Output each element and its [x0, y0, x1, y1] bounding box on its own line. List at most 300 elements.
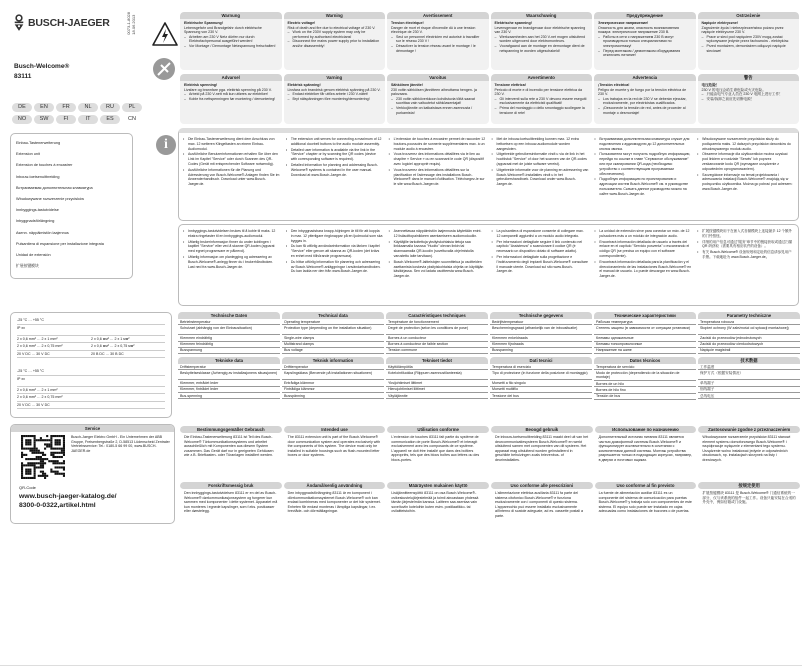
- tech-table-header: Technical data: [282, 312, 384, 319]
- tech-value: -25 °C … +55 °C: [17, 369, 44, 373]
- warning-body: [387, 81, 489, 117]
- info-column: [183, 229, 280, 301]
- warning-text: Risk of death and fire due to electrical voltage of 230 V.: [287, 25, 376, 30]
- warning-item: – ¡Desconecte la tensión de red, antes de proceder al montaje o desmontaje!: [603, 106, 692, 115]
- tech-value: [91, 387, 165, 394]
- catalog-link[interactable]: [19, 493, 117, 510]
- tech-table-cell: Kapslingsklass (Beroende på installationen situationen): [282, 370, 384, 380]
- technical-values-box: [10, 312, 172, 418]
- tech-table-cell: 单线端子: [698, 380, 800, 386]
- info-column: [594, 229, 691, 301]
- tech-value: 20 V DC … 30 V DC: [17, 402, 50, 407]
- warning-body: [491, 81, 593, 117]
- warning-item: – Voorafgaand aan de montage en demontage dient de netspanning te worden uitgeschakeld!: [500, 44, 589, 53]
- warning-text: 230 V 的电压会给生命危险或火灾危险。: [701, 87, 766, 92]
- info-item: • Met de inbouw-toetsuitbreiding kunnen max. 12 extra beltoetsen op een inbouw-audiomodule worden aangesloten.: [497, 137, 589, 151]
- warning-item: – Endast elektriker får utföra arbete i 230 V-nätet!: [293, 92, 382, 97]
- brand-logo: [14, 12, 110, 34]
- tech-value: [91, 402, 165, 409]
- warning-title: Napięcie elektryczne!: [701, 21, 739, 25]
- technical-data-tables-1: [178, 312, 800, 354]
- tech-value: [91, 325, 165, 335]
- intended-use-header: Forskriftsmessig bruk: [180, 482, 282, 489]
- warning-list: [288, 30, 382, 48]
- tech-table-cell: Bedrijfstemperatuur: [490, 319, 592, 325]
- warning-card: [387, 74, 489, 124]
- tech-table-cell: Entrådiga klämmor: [282, 380, 384, 386]
- intended-use-header: Utilisation conforme: [387, 426, 489, 433]
- warning-header: Warning: [284, 12, 386, 19]
- product-name-translation: Inbouw-toetsenuitbreiding: [16, 174, 60, 179]
- tech-table-cell: Temperatura di esercizio: [490, 364, 592, 370]
- warning-body: [284, 19, 386, 51]
- tech-value: 20 В DC … 30 В DC: [91, 351, 124, 356]
- warning-item: – Przed montażem, demontażem odłączyć napięcie sieciowe!: [707, 44, 796, 53]
- warning-item: – Работы в сети с напряжением 230 В могут производиться только специалистами по электромонтажу!: [603, 35, 692, 49]
- catalog-url-line-1[interactable]: www.busch-jaeger-katalog.de/: [19, 493, 117, 500]
- language-tab-no[interactable]: NO: [12, 115, 32, 124]
- tech-table-cell: 保护方式（根据安装情况）: [698, 370, 800, 380]
- warning-header: Waarschuwing: [491, 12, 593, 19]
- product-title: [14, 62, 69, 82]
- tech-table: [178, 357, 280, 400]
- warning-card: [284, 12, 386, 70]
- tech-value: [91, 317, 165, 324]
- info-item: • L'extension de touches à encastrer permet de raccorder 12 boutons-poussoirs de sonnerie supplémentaires max. à un module audio à encastrer.: [394, 137, 486, 151]
- info-item: • Utførlig brukerinformasjon finner du under koblingen i kapitlet "Service" eller ved å skanne QR-koden (apparat med egnet programvare er påkrevd).: [188, 240, 280, 254]
- warning-header: Advarsel: [180, 74, 282, 81]
- warning-card: [698, 12, 800, 70]
- info-item: • 有关 Busch-Welcome® 设备规划和定址的信息请参见用户手册。下载地址为 www.Busch-Jaeger.de。: [702, 250, 794, 260]
- warning-header: Предупреждение: [594, 12, 696, 19]
- info-item: • Uitgebreide informatie voor de planning en adressering van Busch-Welcome®-installaties vindt u in het gebruikershandboek. Download onder www.Busch-Jaeger.de.: [497, 168, 589, 187]
- product-name-translation: Inbyggnadsförlängning: [16, 219, 55, 224]
- tech-table-cell: 工作温度: [698, 364, 800, 370]
- warning-item: – Désactiver la tension réseau avant le montage / le démontage !: [396, 44, 485, 53]
- product-article: 83111: [14, 73, 32, 80]
- tech-table-cell: Zaciski do przewodów cienkodrutowych: [698, 342, 800, 348]
- tech-table-cell: Betriebstemperatur: [178, 319, 280, 325]
- tech-value: 2 x 0,6 мм² … 2 x 0,75 мм²: [91, 344, 135, 348]
- warning-item: – Seul un personnel électricien est autorisé à travailler sur le réseau 230 V !: [396, 35, 485, 44]
- tech-value: 2 x 0,6 mm² … 2 x 0,75 mm²: [17, 395, 63, 399]
- product-name-translation: Pulsantiera di espansione per installazione integrata: [16, 241, 104, 246]
- intended-use-card: [595, 426, 697, 476]
- tech-table-cell: Yksijohtimiset liittimet: [386, 380, 488, 386]
- tech-table-cell: Клеммы одножильные: [594, 335, 696, 341]
- tech-table: [178, 312, 280, 354]
- warning-title: Elektrisk spänning!: [287, 83, 321, 87]
- language-tab-ru[interactable]: RU: [100, 103, 120, 112]
- tech-table-cell: Temperatura robocza: [698, 319, 800, 325]
- tech-value: IP xx: [17, 325, 25, 330]
- info-item: • Пользователи могут получить подробную информацию, перейдя по ссылке в главе "Сервисное обслуживание" или при сканировании QR-кода (необходимо устройство с соответствующим программным обеспечением).: [599, 152, 691, 176]
- brand-name: BUSCH-JAEGER: [28, 17, 110, 29]
- info-item: • 详细的用户信息可通过"服务"章节中的链接获取或通过扫描 QR 码获取（需要具有相应软件的设备）。: [702, 240, 794, 250]
- product-name-translation: Extension de touches à encastrer: [16, 163, 73, 168]
- info-item: • Detailed user information is available via the link in the "Service" chapter or by scanning the QR codes (device with corresponding software is required).: [291, 148, 383, 162]
- tech-value-row: [17, 394, 165, 402]
- warning-body: [387, 19, 489, 55]
- info-item: • Wbudowywane rozszerzenie przycisków służy do podłączenia maks. 12 dalszych przycisków dzwonków do wbudowywanego modułu audio.: [702, 137, 794, 151]
- intended-use-card: [491, 426, 593, 476]
- intended-use-header: 按规定使用: [698, 482, 800, 489]
- warning-header: Advertencia: [594, 74, 696, 81]
- info-item: • Ausführliche Informationen für die Planung und Adressierung von Busch-Welcome®-Anlagen finden Sie im Anwenderhandbuch. Download unter www.Busch-Jaeger.de.: [188, 168, 280, 187]
- info-item: • Den inbyggnadsbara knapp-höjningen är till för att koppla in max. 12 ytterligare ringknappar på en ljudmodul som ska byggas in.: [291, 229, 383, 243]
- warning-text: Zagrożenie życia i niebezpieczeństwo pożaru przez napięcie elektryczne 230 V.: [701, 25, 784, 35]
- intended-use-header: Uso conforme al fin previsto: [595, 482, 697, 489]
- warning-card: [387, 12, 489, 70]
- tech-table-cell: Modo de protección (dependiendo de la situación de montaje): [594, 370, 696, 381]
- warning-title: Elektrische spanning!: [494, 21, 532, 25]
- warning-item: – Koble fra nettspenningen før montering / demontering!: [189, 97, 278, 102]
- tech-table-cell: Bus voltage: [282, 348, 384, 354]
- info-column: [286, 229, 383, 301]
- tech-table-cell: Bus-spenning: [178, 393, 280, 399]
- warning-item: – Перед монтажом / демонтажом оборудования отключить питание!: [603, 49, 692, 58]
- tech-table: [698, 312, 800, 354]
- tech-table-cell: Multistrand clamps: [282, 342, 384, 348]
- info-item: • Detailed information for planning and addressing Busch-Welcome® systems is contained in the user manual. Download at www.Busch-Jaeger.de.: [291, 163, 383, 177]
- tech-table-cell: Driftstemperatur: [178, 364, 280, 370]
- info-item: • Utførlig informasjon om planlegging og adressering av Busch-Welcome®-anlegg finner du i brukerhåndboken. Last ned fra www.Busch-Jaeger.de.: [188, 255, 280, 269]
- intended-use-header: Zastosowanie zgodne z przeznaczeniem: [698, 426, 800, 433]
- service-box: [10, 424, 175, 524]
- warning-card: [180, 74, 282, 124]
- tech-table-cell: Bornes de hilo fino: [594, 387, 696, 393]
- warning-body: [180, 81, 282, 103]
- intended-use-card: [284, 426, 386, 476]
- info-column: [286, 137, 383, 216]
- info-item: • Encontrará información detallada de usuario a través del enlace en el capítulo "Servicio posventa" o escaneando el código QR (se precisa un equipo con el software correspondiente).: [599, 240, 691, 259]
- tech-table: [594, 312, 696, 354]
- warning-list: [598, 35, 692, 58]
- language-tab-pl[interactable]: PL: [122, 103, 142, 112]
- tech-table-cell: Stopień ochrony (W zależności od sytuacji montażowej): [698, 325, 800, 335]
- intended-use-card: [698, 426, 800, 476]
- tech-table-cell: 总线电压: [698, 393, 800, 399]
- warning-body: [698, 81, 800, 103]
- warning-item: – Arbeiten am 230 V Netz dürfen nur durch Elektrofachpersonal ausgeführt werden!: [189, 35, 278, 44]
- info-item: • Per informazioni dettagliate seguire il link contenuto nel capitolo "Assistenza" o scansionare il codice QR (è necessario un dispositivo dotato di software adatto).: [497, 240, 589, 254]
- tech-table-cell: Bornes à un conducteur: [386, 335, 488, 341]
- warning-title: Elektrische Spannung!: [184, 21, 223, 25]
- info-column: [492, 229, 589, 301]
- tech-table-cell: Степень защиты (в зависимости от ситуации установки): [594, 325, 696, 335]
- warning-item: – Prima del montaggio o dello smontaggio scollegare la tensione di rete!: [500, 106, 589, 115]
- intended-use-text: The 83111 extension unit is part of the Busch-Welcome® door communication system and operates exclusively with the components of this system. The device must only be installed in suitable housings such as flush-mounted letter boxes or door systems.: [287, 435, 381, 458]
- safety-warnings: [180, 12, 799, 124]
- tech-table-cell: Napięcie magistrali: [698, 348, 800, 354]
- product-name-translation: Asenn. näppäimistön laajennus: [16, 230, 69, 235]
- tech-table-header: Datos técnicos: [594, 357, 696, 364]
- tech-table: [282, 312, 384, 354]
- intended-use-text: Die Einbau-Tastenerweiterung 83111 ist Teil des Busch-Welcome® Türkommunikationssystems und arbeitet ausschließlich mit Komponenten aus diesem System zusammen. Das Gerät darf nur in geeigneten Gehäusen wie z.B. Briefkasten- oder Türanlagen installiert werden.: [184, 435, 274, 458]
- intended-use-card: [284, 482, 386, 532]
- warning-icons: [152, 22, 178, 81]
- intended-use-header: Ändamålsenlig användning: [284, 482, 386, 489]
- language-tab-nl[interactable]: NL: [78, 103, 98, 112]
- tech-value: 2 x 0,6 mm² … 2 x 1 mm²: [17, 387, 58, 392]
- tech-value: 2 x 0,6 mm² … 2 x 0,75 mm²: [17, 344, 63, 348]
- tech-table-header: Технические характеристики: [594, 312, 696, 319]
- warning-header: Avertissement: [387, 12, 489, 19]
- product-info-box-1: [178, 128, 799, 221]
- tech-table-cell: Tipo di protezione (in funzione della posizione di montaggio): [490, 370, 592, 380]
- tech-table: [490, 312, 592, 354]
- language-tab-sw[interactable]: SW: [34, 115, 54, 124]
- warning-text: Livsfara och brandrisk genom elektrisk spänning på 230 V.: [287, 87, 381, 92]
- tech-table-cell: Temperatura de servicio: [594, 364, 696, 370]
- product-name-translation: Wbudowywane rozszerzenie przycisków: [16, 197, 84, 202]
- warning-list: [495, 97, 589, 115]
- info-item: • Busch-Welcome®-laitteistojen suunnittelua ja osoitteiden asettamista koskevia yksityiskohtaisia ohjeita on käyttäjän käsikirjassa. Sen voi ladata osoitteesta www.Busch-Jaeger.de.: [394, 260, 486, 279]
- intended-use-text: Den innbyggings-tastutvidelsen 83111 er en del av Busch-Welcome® dørkommunikasjonssystem og fungerer kun sammen med komponenter i dette systemet. Apparatet må kun monteres i egnede kapslinger, som f.eks. postkasser eller dørstelegg.: [184, 491, 278, 514]
- tech-table-cell: Beskyttelsesklasse (Avhengig av installasjonens situasjonen): [178, 370, 280, 380]
- language-tab-cn[interactable]: CN: [128, 116, 136, 122]
- info-item: • The extension unit serves for connecting a maximum of 12 additional doorbell buttons to the audio module assembly.: [291, 137, 383, 147]
- tech-table-header: Dati tecnici: [490, 357, 592, 364]
- tech-table-cell: Klemmen enkeldraads: [490, 335, 592, 341]
- tech-table-cell: Drifttemperatur: [282, 364, 384, 370]
- intended-use-card: [387, 482, 489, 532]
- info-item: • La unidad de extensión sirve para conectar un máx. de 12 pulsadores más a un módulo de integración audio.: [599, 229, 691, 239]
- warning-list: [598, 97, 692, 115]
- warning-header: Varoitus: [387, 74, 489, 81]
- warning-title: Tension électrique!: [391, 21, 424, 25]
- warning-item: – 230 voltin sähköverkkoon kohdistuvia töitä saavat suorittaa vain valtuutetut sähköasentajat!: [396, 97, 485, 106]
- disconnect-power-icon: [152, 57, 176, 81]
- technical-data-tables-2: [178, 357, 800, 400]
- warning-text: Pericolo di morte e di incendio per tensione elettrica da 230 V.: [494, 87, 582, 97]
- tech-value-row: [17, 325, 165, 336]
- warning-title: 电压危险！: [701, 83, 720, 87]
- warning-text: 230 voltin sähköisen jännitteen aiheuttama hengen- ja palovaara.: [391, 87, 477, 97]
- language-tab-en[interactable]: EN: [34, 103, 54, 112]
- info-item: • Vous trouverez des informations détaillées sur la planification et l'adressage des installations Busch-Welcome® dans le manuel d'utilisation. Téléchargez-le sur le site www.Busch-Jaeger.de.: [394, 168, 486, 187]
- tech-table: [698, 357, 800, 400]
- info-item: • Encontrará información detallada para la planificación y el direccionamiento de las instalaciones Busch-Welcome® en el manual de usuario. Lo puede descargar en www.Busch-Jaeger.de.: [599, 260, 691, 279]
- warning-body: [180, 19, 282, 51]
- warning-list: [495, 35, 589, 53]
- tech-table-cell: Klemmen fijndraads: [490, 342, 592, 348]
- warning-body: [284, 81, 386, 103]
- tech-table-cell: Klemmen eindrähtig: [178, 335, 280, 341]
- info-item: • Uitgebreide gebruikersinformatie vindt u via de link in het hoofdstuk "Service" of door het scannen van de QR-codes (apparaat met de juiste software vereist).: [497, 152, 589, 166]
- warning-body: [594, 19, 696, 60]
- warning-title: Tensione elettrica!: [494, 83, 526, 87]
- warning-card: [491, 12, 593, 70]
- info-column: [492, 137, 589, 216]
- tech-value-row: [17, 376, 165, 387]
- tech-value: IP xx: [17, 376, 25, 381]
- product-name-translation: Unidad de extensión: [16, 253, 51, 258]
- tech-table-cell: Tensión de bus: [594, 394, 696, 400]
- intended-use-section: [180, 426, 800, 532]
- tech-table-cell: Väyläjännite: [386, 393, 488, 399]
- language-tab-de[interactable]: DE: [12, 103, 32, 112]
- warning-title: Elektrisk spenning!: [184, 83, 218, 87]
- tech-table-cell: Käyttölämpötila: [386, 364, 488, 370]
- intended-use-text: De inbouw-toetsenuitbreiding 83111 maakt deel uit van het deurcommunicatiesysteem Busch-Welcome® en werkt uitsluitend samen met componenten van dit systeem. Het apparaat mag uitsluitend worden geïnstalleerd in geschikte behuizingen zoals brievenbus- of deurinstallaties.: [494, 435, 589, 462]
- warning-header: Avvertimento: [491, 74, 593, 81]
- intended-use-text: L'alimentazione elettrica ausiliaria 83111 fa parte del sistema citofonico Busch-Welcome® e funziona esclusivamente con i componenti di questo sistema. L'apparecchio può essere installato esclusivamente all'interno di scatole adeguate, ad es. cassette postali a parte.: [494, 491, 583, 518]
- tech-table: [282, 357, 384, 400]
- warning-title: Электрическое напряжение!: [598, 21, 649, 25]
- intended-use-card: [180, 426, 282, 476]
- tech-value-row: [17, 351, 165, 359]
- warning-item: – Prace w sieci pod napięciem 230V mogą zostać wykonywane jedynie przez fachowców - elektryków.: [707, 35, 796, 44]
- info-column: [183, 137, 280, 216]
- tech-table-cell: Tension commune: [386, 348, 488, 354]
- warning-body: [491, 19, 593, 55]
- tech-value: -25 °C … +55 °C: [17, 318, 44, 322]
- tech-table-cell: Single-wire clamps: [282, 335, 384, 341]
- language-selector: [12, 103, 142, 124]
- warning-header: Varning: [284, 74, 386, 81]
- tech-table: [386, 357, 488, 400]
- warning-text: Levensgevaar en brandgevaar door elektrische spanning van 230 V.: [494, 25, 586, 35]
- intended-use-text: La fuente de alimentación auxiliar 83111 es un componente del sistema de comunicación para puertas Busch-Welcome® y trabaja solo con componentes de este sistema. El equipo solo puede ser instalado en cajas adecuadas como instalaciones de buzones o de puertas.: [598, 491, 692, 514]
- info-item: • Per informazioni dettagliate sulla progettazione e l'indirizzamento degli impianti Busch-Welcome® consultare il manuale utente. Download sul sito www.Busch-Jaeger.de.: [497, 255, 589, 274]
- product-name-translation: Extension unit: [16, 152, 40, 157]
- language-tab-it[interactable]: IT: [78, 115, 98, 124]
- product-name-translation: Innbyggings-tastutvidelse: [16, 208, 59, 213]
- tech-value-row: [17, 336, 165, 344]
- tech-table: [490, 357, 592, 400]
- tech-table-cell: Klemmer, entrådet leder: [178, 380, 280, 386]
- intended-use-card: [180, 482, 282, 532]
- doc-number: 0073-1-8028: [126, 12, 131, 35]
- warning-card: [594, 12, 696, 70]
- warning-item: – Work on the 230V supply system may only be performed by authorised electricians!: [293, 30, 382, 39]
- product-name-translation: Einbau-Tastenerweiterung: [16, 141, 61, 145]
- qr-code-label: QR-Code: [19, 485, 36, 490]
- intended-use-header: Beoogd gebruik: [491, 426, 593, 433]
- warning-card: [491, 74, 593, 124]
- tech-table-cell: 细线端子: [698, 387, 800, 393]
- intended-use-card: [491, 482, 593, 532]
- info-item: • Obszerne informacje dla użytkowników można uzyskać pod linkiem w rozdziale "Serwis" lub poprzez zeskanowanie kodu QR (wymagane urządzenie z odpowiednim oprogramowaniem).: [702, 152, 794, 171]
- document-number: [126, 12, 136, 35]
- warning-card: [698, 74, 800, 124]
- tech-table-cell: Busspänning: [282, 393, 384, 399]
- qr-code-icon[interactable]: [21, 435, 65, 479]
- tech-table-cell: Kotelointiluokka (Riippuen asennustilanteesta): [386, 370, 488, 380]
- tech-table: [594, 357, 696, 400]
- warning-item: – 安装/拆卸之前应先切断电源！: [707, 97, 796, 102]
- tech-value: [91, 368, 165, 375]
- warning-card: [594, 74, 696, 124]
- technical-data-section: [178, 312, 800, 400]
- intended-use-text: Wbudowywane rozszerzenie przycisków 83111 stanowi element systemu domofonowego Busch-Welcome® i współpracuje wyłącznie z elementami tego systemu. Urządzenie wolno instalować jedynie w odpowiednich obudowach, np. instalacjach skrzynek na listy i drzwiowych.: [702, 435, 791, 462]
- warning-text: Опасность для жизни, опасность возникновения пожара: электрическое напряжение 230 В.: [598, 25, 679, 35]
- warning-item: – Gli interventi sulla rete a 230 V devono essere eseguiti esclusivamente da elettricisti qualificati!: [500, 97, 589, 106]
- info-icon: i: [156, 135, 176, 155]
- warning-list: [391, 97, 485, 115]
- language-tab-fr[interactable]: FR: [56, 103, 76, 112]
- warning-item: – Arbeid på 230 V-nett må kun utføres av elektriker!: [189, 92, 278, 97]
- product-name: Busch-Welcome®: [14, 63, 70, 70]
- info-item: • Vous trouverez des informations détaillées via le lien au chapitre « Service » ou en scannant le code QR (dispositif avec logiciel approprié requis).: [394, 152, 486, 166]
- product-name-translation: 扩展按键模块: [16, 264, 39, 269]
- electric-warning-icon: [152, 22, 178, 46]
- tech-value: 20 V DC … 30 V DC: [17, 351, 50, 356]
- warning-list: [391, 35, 485, 53]
- tech-value-row: [17, 402, 165, 410]
- intended-use-card: [387, 426, 489, 476]
- tech-value: [91, 394, 165, 401]
- intended-use-card: [595, 482, 697, 532]
- tech-table-cell: Klemmen feindrähtig: [178, 342, 280, 348]
- info-item: • La pulsantiera di espansione consente di collegare max. 12 campanelli aggiuntivi a un modulo audio integrato.: [497, 229, 589, 239]
- info-column: [389, 137, 486, 216]
- info-item: • Подробную информацию по проектированию и адресации систем Busch-Welcome® см. в руководстве пользователя. Скачать данное руководство можно на сайте www.Busch-Jaeger.de.: [599, 177, 691, 196]
- intended-use-header: Määräysten mukainen käyttö: [387, 482, 489, 489]
- warning-title: Electric voltage!: [287, 21, 316, 25]
- info-item: • Käyttäjille tarkoitettuja yksityiskohtaisia tietoja saa linkkaamalla luvussa "Huolto" olevan linkin tai skannaamalla QR-koodin (soveltuvalla ohjelmistolla varustettu laite tarvitaan).: [394, 240, 486, 259]
- warning-item: – Los trabajos en la red de 230 V se deberán ejecutar, exclusivamente, por electricistas cualificados.: [603, 97, 692, 106]
- tech-table-cell: Zaciski do przewodów jednodrutowych: [698, 335, 800, 341]
- tech-value-row: [17, 387, 165, 395]
- intended-use-text: Lisäjännitteensyöttö 83111 on osa Busch-Welcome®-ovikeskustelujärjestelmää ja toimii ainoastaan yhdessä tämän järjestelmän kanssa. Laitteen saa asentaa vain soveltuviin koteloihin kuten esim. postilaatikko- tai ovilaitteistoihin.: [391, 491, 479, 514]
- warning-item: – 只能由电气专业人员在 230 V 电网上进行工作！: [707, 92, 796, 97]
- tech-table-cell: Bornes à conducteur de faible section: [386, 342, 488, 348]
- tech-table-cell: Operating temperature: [282, 319, 384, 325]
- tech-table-cell: Protection type (depending on the installation situation): [282, 325, 384, 335]
- warning-list: [702, 35, 796, 53]
- tech-table-header: Technische gegevens: [490, 312, 592, 319]
- warning-item: – Werkzaamheden aan het 230 V-net mogen uitsluitend worden uitgevoerd door elektromonteurs.: [500, 35, 589, 44]
- warning-list: [184, 35, 278, 49]
- tech-table-cell: Рабочая температура: [594, 319, 696, 325]
- language-tab-es[interactable]: ES: [100, 115, 120, 124]
- info-item: • Die Einbau-Tastenerweiterung dient dem Anschluss von max. 12 weiteren Klingeltasten an einem Einbau-Audiomodul.: [188, 137, 280, 151]
- tech-table-cell: Hienojohtimiset liittimet: [386, 387, 488, 393]
- language-tab-fi[interactable]: FI: [56, 115, 76, 124]
- tech-table-cell: Degré de protection (selon les conditions de pose): [386, 325, 488, 335]
- catalog-url-line-2[interactable]: 8300-0-0322,artikel.html: [19, 501, 96, 509]
- tech-table-cell: Fintrådiga klämmor: [282, 387, 384, 393]
- tech-table-cell: Température de fonctionnement: [386, 319, 488, 325]
- info-item: • Du kan få utförlig användarinformation via länken i kapitel "Service" eller genom att skanna av QR-koden (det krävs en enhet med tillhörande programvara).: [291, 244, 383, 258]
- tech-table-cell: Напряжение на шине: [594, 348, 696, 354]
- warning-title: ¡Tensión eléctrica!: [598, 83, 630, 87]
- tech-table-cell: Busspannung: [178, 348, 280, 354]
- tech-table-header: Parametry techniczne: [698, 312, 800, 319]
- tech-table-header: Caractéristiques techniques: [386, 312, 488, 319]
- intended-use-header: Intended use: [284, 426, 386, 433]
- tech-value-row: [17, 317, 165, 325]
- warning-body: [594, 81, 696, 117]
- tech-table-cell: Клеммы тонкопроволочные: [594, 342, 696, 348]
- warning-header: 警告: [698, 74, 800, 81]
- intended-use-text: Дополнительный источник питания 83111 является частью домофонной системы Busch-Welcome® и функционирует исключительно в сочетании с компонентами данной системы. Монтаж устройства разрешается только в подходящих корпусах, например, в дверях и почтовых ящиках.: [598, 435, 693, 462]
- intended-use-text: Den inbyggnadsförlängning 83111 är en komponent i dörrkommunikationssystemet Busch-Welcome® och kan endast kombineras med komponenter ur det här systemet. Enheten får endast monteras i lämpliga kapslingar, t.ex. brevlåde- och dörrställagningar.: [287, 491, 381, 514]
- info-item: • 扩展按键模块用于在嵌入式音频模块上连接最多 12 个额外的门铃按钮。: [702, 229, 794, 239]
- info-column: [697, 229, 794, 301]
- tech-table-cell: Morsetti multifilo: [490, 387, 592, 393]
- info-item: • Ausführliche Benutzerinformationen erhalten Sie über den Link im Kapitel "Service" oder durch Scannen des QR-Codes (Gerät mit entsprechender Software notwendig).: [188, 152, 280, 166]
- tech-table-cell: Busspanning: [490, 348, 592, 354]
- product-info-box-2: [178, 224, 799, 306]
- warning-text: Livsfare og brannfare pga. elektrisk spenning på 230 V.: [184, 87, 272, 92]
- warning-item: – Disconnect the mains power supply prior to installation and/or disassembly!: [293, 39, 382, 48]
- warning-card: [284, 74, 386, 124]
- intended-use-card: [698, 482, 800, 532]
- warning-text: Danger de mort et risque d'incendie dû à une tension électrique de 230 V.: [391, 25, 476, 35]
